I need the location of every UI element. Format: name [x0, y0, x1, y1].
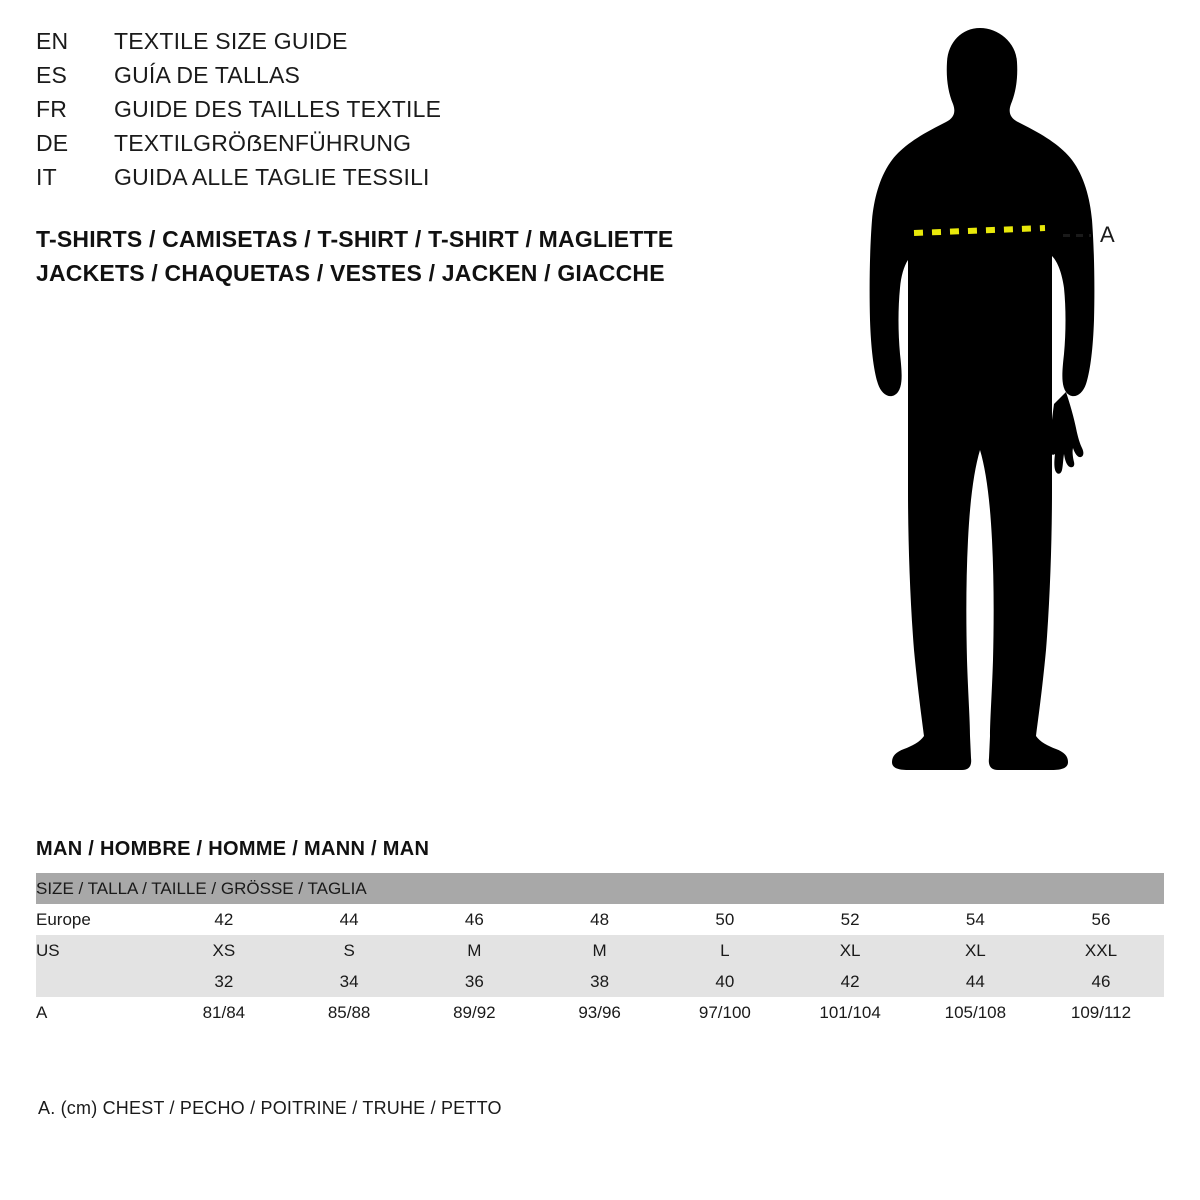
measure-label-a: A — [1100, 222, 1115, 247]
row-label: Europe — [36, 904, 161, 935]
cell: 50 — [662, 904, 787, 935]
cell: 44 — [287, 904, 412, 935]
language-title: TEXTILE SIZE GUIDE — [114, 28, 348, 54]
cell: 38 — [537, 966, 662, 997]
language-row — [36, 96, 756, 130]
cell: XL — [913, 935, 1038, 966]
cell: 81/84 — [161, 997, 286, 1028]
language-title: TEXTILGRÖẞENFÜHRUNG — [114, 130, 412, 156]
cell: XL — [788, 935, 913, 966]
table-row — [36, 904, 1164, 935]
language-row — [36, 164, 756, 198]
cell: 34 — [287, 966, 412, 997]
cell: L — [662, 935, 787, 966]
cell: 85/88 — [287, 997, 412, 1028]
cell: 109/112 — [1038, 997, 1164, 1028]
language-title: GUIDA ALLE TAGLIE TESSILI — [114, 164, 430, 190]
table-footnote: A. (cm) CHEST / PECHO / POITRINE / TRUHE / PETTO — [38, 1098, 502, 1118]
row-label: US — [36, 935, 161, 966]
cell: 105/108 — [913, 997, 1038, 1028]
cell: 42 — [161, 904, 286, 935]
silhouette-icon — [830, 20, 1170, 790]
category-block — [36, 222, 796, 290]
cell: 40 — [662, 966, 787, 997]
cell: 56 — [1038, 904, 1164, 935]
cell: 46 — [412, 904, 537, 935]
category-jackets: JACKETS / CHAQUETAS / VESTES / JACKEN / GIACCHE — [36, 260, 665, 286]
language-row — [36, 62, 756, 96]
cell: 89/92 — [412, 997, 537, 1028]
cell: 44 — [913, 966, 1038, 997]
cell: M — [537, 935, 662, 966]
language-code: IT — [36, 164, 57, 190]
language-row — [36, 28, 756, 62]
cell: 97/100 — [662, 997, 787, 1028]
cell: 46 — [1038, 966, 1164, 997]
size-table-section — [36, 838, 1164, 1028]
cell: M — [412, 935, 537, 966]
cell: XS — [161, 935, 286, 966]
language-title: GUIDE DES TAILLES TEXTILE — [114, 96, 442, 122]
cell: 101/104 — [788, 997, 913, 1028]
cell: 48 — [537, 904, 662, 935]
cell: 36 — [412, 966, 537, 997]
language-header-block — [36, 28, 756, 198]
language-code: FR — [36, 96, 68, 122]
gender-title: MAN / HOMBRE / HOMME / MANN / MAN — [36, 838, 430, 860]
body-silhouette-figure — [830, 20, 1170, 790]
language-code: EN — [36, 28, 69, 54]
cell: XXL — [1038, 935, 1164, 966]
language-code: ES — [36, 62, 68, 88]
measure-leader-line — [1063, 234, 1091, 237]
table-header-label: SIZE / TALLA / TAILLE / GRÖSSE / TAGLIA — [36, 873, 1164, 904]
language-title: GUÍA DE TALLAS — [114, 62, 301, 88]
table-row — [36, 966, 1164, 997]
language-row — [36, 130, 756, 164]
category-tshirts: T-SHIRTS / CAMISETAS / T-SHIRT / T-SHIRT / MAGLIETTE — [36, 226, 674, 252]
table-header-row — [36, 873, 1164, 904]
cell: 42 — [788, 966, 913, 997]
row-label — [36, 966, 161, 997]
row-label: A — [36, 997, 161, 1028]
cell: S — [287, 935, 412, 966]
cell: 54 — [913, 904, 1038, 935]
table-row — [36, 935, 1164, 966]
table-row — [36, 997, 1164, 1028]
cell: 32 — [161, 966, 286, 997]
language-code: DE — [36, 130, 69, 156]
cell: 93/96 — [537, 997, 662, 1028]
cell: 52 — [788, 904, 913, 935]
size-table — [36, 873, 1164, 1028]
